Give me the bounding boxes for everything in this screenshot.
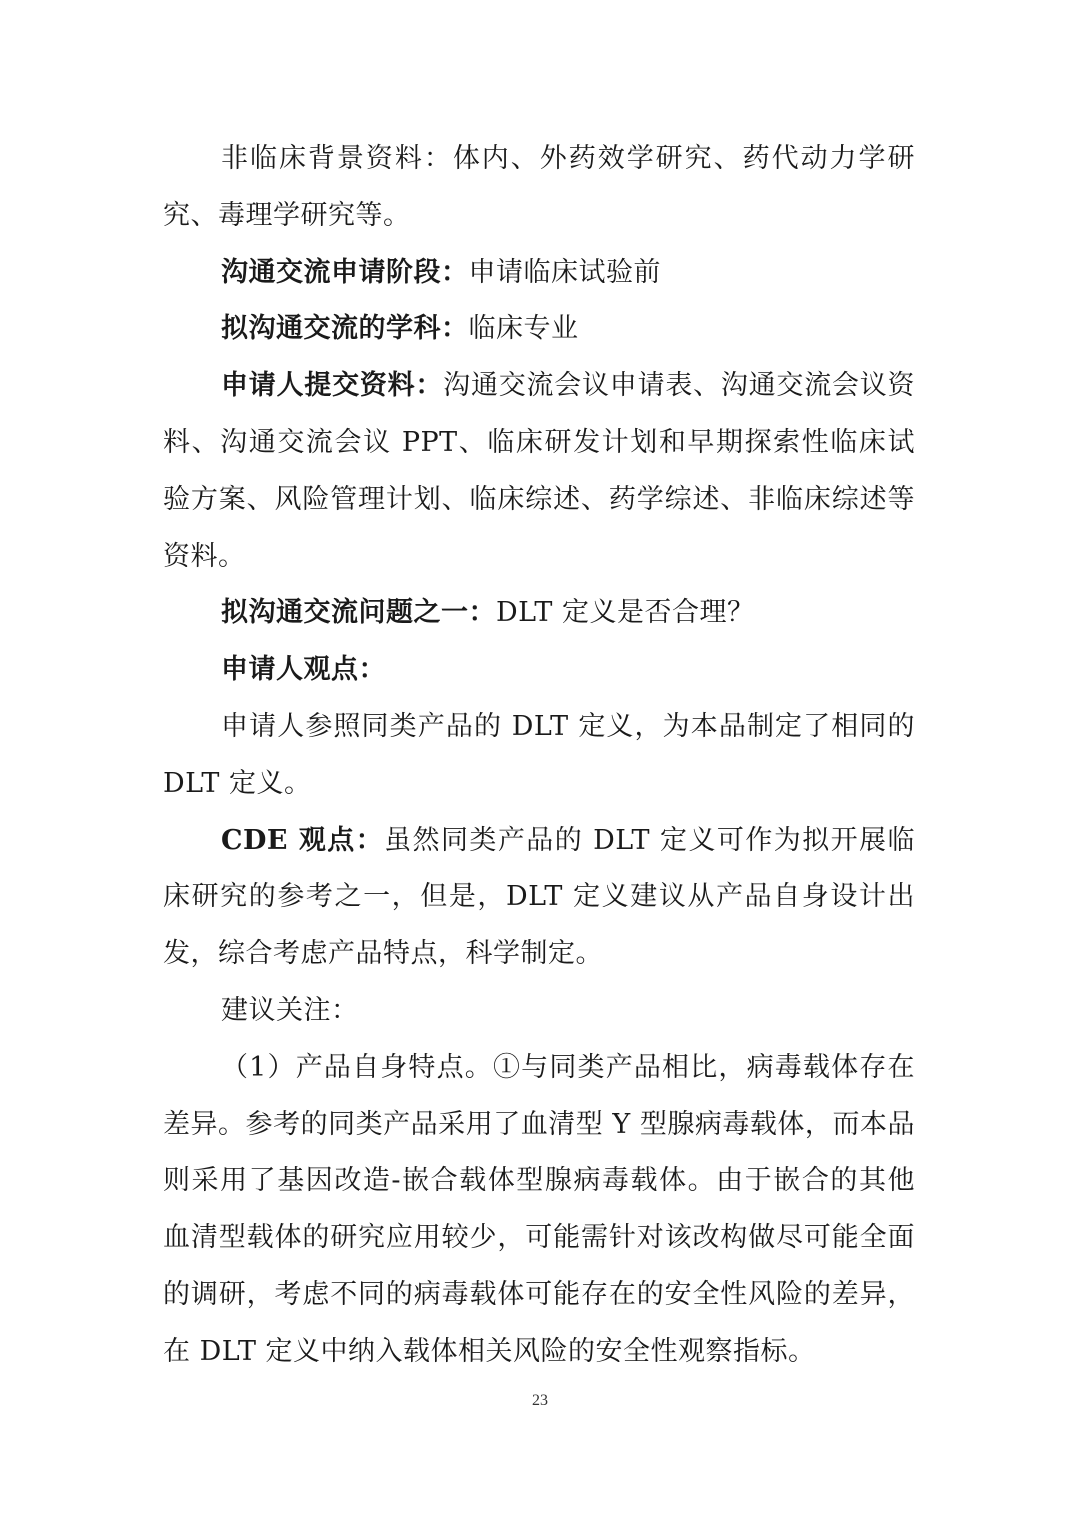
paragraph-discipline <box>163 301 915 358</box>
paragraph-question-one <box>163 585 915 642</box>
paragraph-text: 建议关注： <box>221 994 359 1026</box>
paragraph-text: DLT 定义是否合理？ <box>496 597 755 629</box>
paragraph-label: 申请人观点： <box>221 654 386 686</box>
paragraph-cde-view <box>163 813 915 983</box>
paragraph-text: 虽然同类产品的 DLT 定义可作为拟开展临床研究的参考之一，但是，DLT 定义建议从产品自身设计出发，综合考虑产品特点，科学制定。 <box>163 824 915 970</box>
paragraph-text: 非临床背景资料：体内、外药效学研究、药代动力学研究、毒理学研究等。 <box>163 143 915 231</box>
paragraph-text: （1）产品自身特点。①与同类产品相比，病毒载体存在差异。参考的同类产品采用了血清型 Y 型腺病毒载体，而本品则采用了基因改造-嵌合载体型腺病毒载体。由于嵌合的其他血清型载体的研究应用较少，可能需针对该改构做尽可能全面的调研，考虑不同的病毒载体可能存在的安全性风险的差异，在 DLT 定义中纳入载体相关风险的安全性观察指标。 <box>163 1051 915 1367</box>
paragraph-text: 沟通交流会议申请表、沟通交流会议资料、沟通交流会议 PPT、临床研发计划和早期探索性临床试验方案、风险管理计划、临床综述、药学综述、非临床综述等资料。 <box>163 370 916 572</box>
paragraph-label: 拟沟通交流的学科： <box>221 313 469 345</box>
paragraph-application-stage <box>163 245 915 302</box>
page-number: 23 <box>532 1392 548 1409</box>
paragraph-text: 临床专业 <box>468 313 579 345</box>
paragraph-text: 申请临床试验前 <box>468 256 661 288</box>
paragraph-text: 申请人参照同类产品的 DLT 定义，为本品制定了相同的 DLT 定义。 <box>163 710 915 799</box>
paragraph-applicant-view-heading <box>163 642 915 699</box>
paragraph-label: 沟通交流申请阶段： <box>221 256 469 288</box>
paragraph-applicant-view <box>163 699 915 813</box>
paragraph-submitted-materials <box>163 358 915 585</box>
paragraph-label: 拟沟通交流问题之一： <box>221 597 496 629</box>
paragraph-label: 申请人提交资料： <box>221 370 444 402</box>
paragraph-suggestions-heading <box>163 983 915 1040</box>
paragraph-label: CDE 观点： <box>221 824 385 856</box>
paragraph-nonclinical-background <box>163 131 915 245</box>
paragraph-product-characteristics <box>163 1040 915 1381</box>
body-text <box>163 131 915 1381</box>
